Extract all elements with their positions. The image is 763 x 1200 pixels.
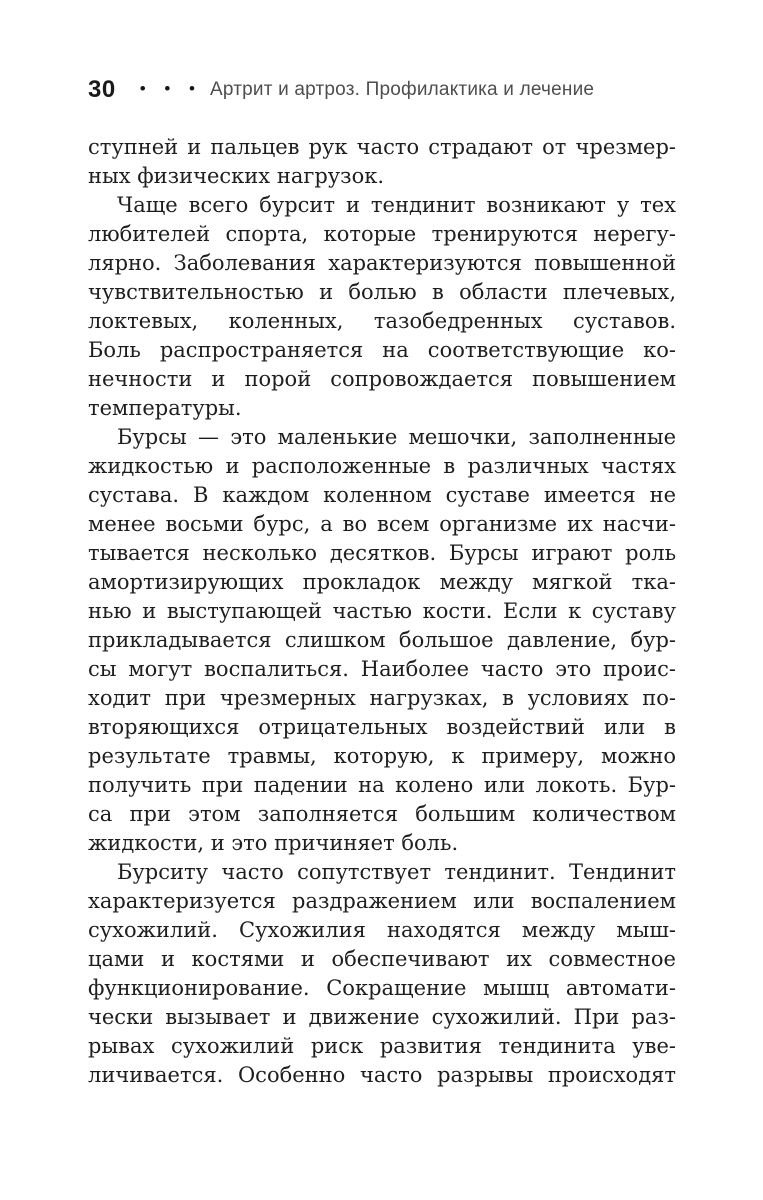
text-line: любителей спорта, которые тренируются нерегу-	[88, 222, 676, 246]
text-line: амортизирующих прокладок между мягкой тка-	[88, 570, 676, 594]
text-line: тывается несколько десятков. Бурсы играют роль	[88, 541, 676, 565]
separator-dots-icon: • • •	[139, 79, 203, 98]
text-line: Чаще всего бурсит и тендинит возникают у тех	[117, 193, 676, 217]
body-text	[88, 133, 676, 1090]
text-line: характеризуется раздражением или воспалением	[88, 889, 676, 913]
text-line: сустава. В каждом коленном суставе имеется не	[88, 483, 676, 507]
text-line: Бурсы — это маленькие мешочки, заполненные	[117, 425, 676, 449]
text-line: цами и костями и обеспечивают их совместное	[88, 947, 676, 971]
text-line: функционирование. Сокращение мышц автомати-	[88, 976, 676, 1000]
text-line: са при этом заполняется большим количеством	[88, 802, 676, 826]
text-line: локтевых, коленных, тазобедренных суставов.	[88, 309, 676, 333]
text-line: сухожилий. Сухожилия находятся между мыш-	[88, 918, 676, 942]
text-line: ходит при чрезмерных нагрузках, в условиях по-	[88, 686, 676, 710]
text-line: ных физических нагрузок.	[88, 164, 385, 188]
text-line: вторяющихся отрицательных воздействий или в	[88, 715, 676, 739]
text-line: чувствительностью и болью в области плечевых,	[88, 280, 676, 304]
text-line: Боль распространяется на соответствующие ко-	[88, 338, 676, 362]
text-line: чески вызывает и движение сухожилий. При раз-	[88, 1005, 676, 1029]
text-line: рывах сухожилий риск развития тендинита уве-	[88, 1034, 676, 1058]
paragraph	[88, 133, 676, 191]
text-line: жидкости, и это причиняет боль.	[88, 831, 459, 855]
text-line: результате травмы, которую, к примеру, можно	[88, 744, 676, 768]
running-title: Артрит и артроз. Профилактика и лечение	[210, 79, 595, 100]
text-line: жидкостью и расположенные в различных частях	[88, 454, 676, 478]
paragraph	[88, 191, 676, 423]
text-line: нечности и порой сопровождается повышением	[88, 367, 676, 391]
text-line: получить при падении на колено или локоть. Бур-	[88, 773, 676, 797]
page-number: 30	[88, 76, 116, 103]
text-line: ступней и пальцев рук часто страдают от чрезмер-	[88, 135, 676, 159]
text-line: Бурситу часто сопутствует тендинит. Тендинит	[117, 860, 676, 884]
text-line: менее восьми бурс, а во всем организме их насчи-	[88, 512, 676, 536]
text-line: нью и выступающей частью кости. Если к суставу	[88, 599, 676, 623]
paragraph	[88, 423, 676, 858]
paragraph	[88, 858, 676, 1090]
text-line: температуры.	[88, 396, 242, 420]
text-line: личивается. Особенно часто разрывы происходят	[88, 1063, 676, 1087]
text-line: прикладывается слишком большое давление, бур-	[88, 628, 676, 652]
text-line: лярно. Заболевания характеризуются повышенной	[88, 251, 676, 275]
page-header	[88, 76, 676, 104]
text-line: сы могут воспалиться. Наиболее часто это проис-	[88, 657, 676, 681]
